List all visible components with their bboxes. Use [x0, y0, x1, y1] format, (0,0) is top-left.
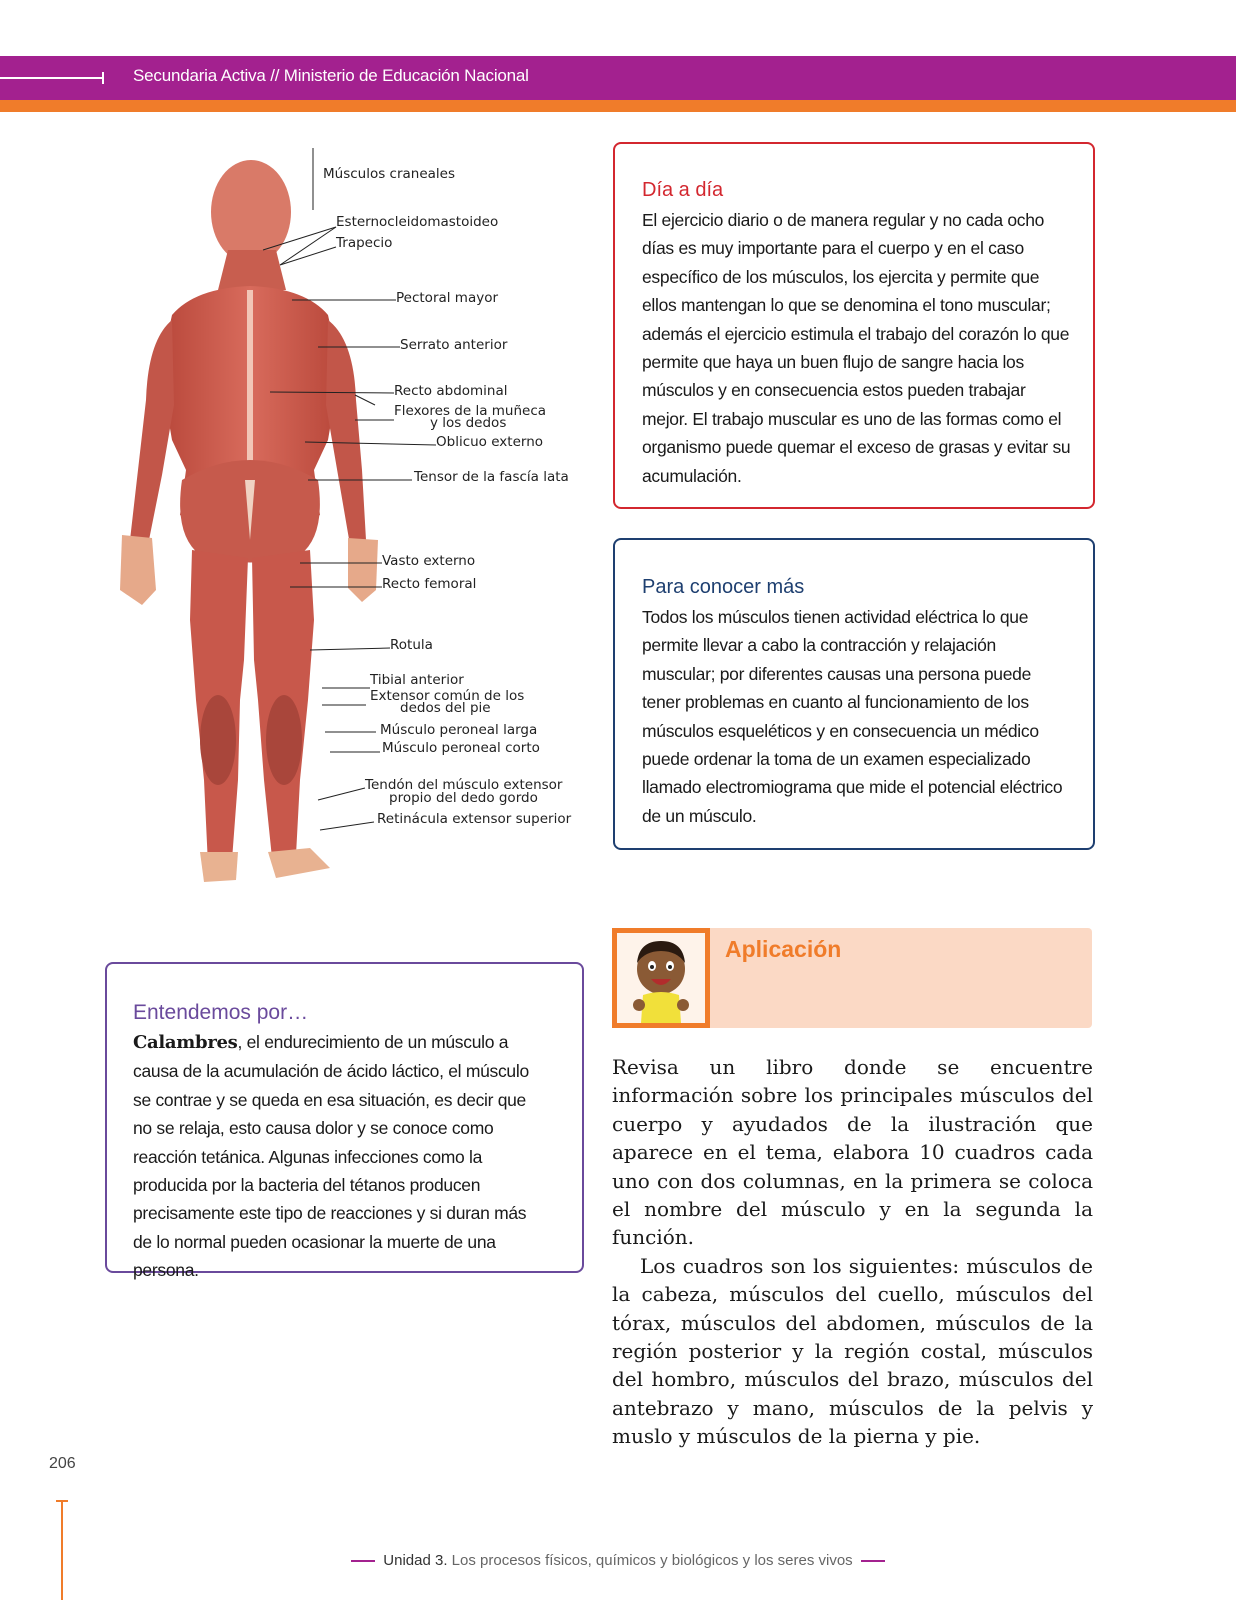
- label-vasto-externo: Vasto externo: [382, 553, 476, 569]
- conocer-mas-title: Para conocer más: [642, 576, 805, 598]
- header-accent-stripe: [0, 100, 1236, 112]
- footer-unit: Unidad 3.: [383, 1552, 448, 1569]
- label-peroneal-corto: Músculo peroneal corto: [382, 740, 540, 756]
- aplicacion-paragraph-1: Revisa un libro donde se encuentre información sobre los principales músculos del cuerpo y ayudados de la ilustración que aparece en el tema, elabora 10 cuadros cada uno con dos columnas, en la primera se coloca el nombre del músculo y en la segunda la función.: [612, 1055, 1093, 1250]
- entendemos-definition: , el endurecimiento de un músculo a causa de la acumulación de ácido láctico, el músculo se contrae y se queda en esa situación, es decir que no se relaja, esto causa dolor y se conoce como reacción tetánica. Algunas infecciones como la producida por la bacteria del tétanos producen precisamente este tipo de reacciones y si duran más de lo normal pueden ocasionar la muerte de una persona.: [133, 1032, 529, 1281]
- dia-a-dia-text: El ejercicio diario o de manera regular y no cada ocho días es muy importante para el cuerpo y en el caso específico de los músculos, los ejercita y permite que ellos mantengan lo que se denomina el tono muscular; además el ejercicio estimula el trabajo del corazón lo que permite que haya un buen flujo de sangre hacia los músculos y en consecuencia estos pueden trabajar mejor. El trabajo muscular es uno de las formas como el organismo puede quemar el exceso de grasas y evitar su acumulación.: [642, 210, 1071, 486]
- label-flexores-line1: Flexores de la muñeca: [394, 403, 547, 419]
- page-number: 206: [49, 1455, 76, 1472]
- label-oblicuo-externo: Oblicuo externo: [436, 434, 544, 450]
- aplicacion-title: Aplicación: [725, 936, 842, 962]
- dia-a-dia-title: Día a día: [642, 179, 724, 201]
- label-esternocleidomastoideo: Esternocleidomastoideo: [336, 214, 499, 230]
- label-pectoral-mayor: Pectoral mayor: [396, 290, 499, 306]
- label-extensor-comun-line2: dedos del pie: [400, 700, 491, 716]
- label-musculos-craneales: Músculos craneales: [323, 166, 456, 182]
- header-title: Secundaria Activa // Ministerio de Educación Nacional: [133, 66, 529, 85]
- conocer-mas-box: [613, 538, 1095, 850]
- entendemos-title: Entendemos por…: [133, 1001, 309, 1024]
- left-rule: [61, 1500, 63, 1600]
- label-rotula: Rotula: [390, 637, 433, 653]
- label-tensor-fascia-lata: Tensor de la fascía lata: [414, 469, 569, 485]
- header-rule: [0, 77, 103, 79]
- footer-bar-left: [351, 1560, 375, 1562]
- header-rule-tick: [102, 72, 104, 84]
- label-retinacula-extensor: Retinácula extensor superior: [377, 811, 572, 827]
- label-recto-femoral: Recto femoral: [382, 576, 477, 592]
- dia-a-dia-box: [613, 142, 1095, 509]
- label-tibial-anterior: Tibial anterior: [370, 672, 464, 688]
- label-tendon-extensor-line2: propio del dedo gordo: [389, 790, 538, 806]
- label-serrato-anterior: Serrato anterior: [400, 337, 508, 353]
- aplicacion-paragraph-2: Los cuadros son los siguientes: músculos de la cabeza, músculos del cuello, músculos del tórax, músculos del abdomen, músculos de la región posterior y la región costal, músculos del hombro, músculos del brazo, músculos del antebrazo y mano, músculos de la pelvis y muslo y músculos de la pierna y pie.: [612, 1253, 1093, 1449]
- entendemos-box: [105, 962, 584, 1281]
- muscle-figure: [100, 140, 580, 900]
- label-trapecio: Trapecio: [336, 235, 393, 251]
- entendemos-term: Calambres: [133, 1032, 238, 1053]
- conocer-mas-text: Todos los músculos tienen actividad eléctrica lo que permite llevar a cabo la contracción y relajación muscular; por diferentes causas una persona puede tener problemas en cuanto al funcionamiento de los músculos esqueléticos y en consecuencia un médico puede ordenar la toma de un examen especializado llamado electromiograma que mide el potencial eléctrico de un músculo.: [642, 607, 1063, 826]
- label-recto-abdominal: Recto abdominal: [394, 383, 508, 399]
- footer-title: Los procesos físicos, químicos y biológicos y los seres vivos: [447, 1552, 853, 1569]
- label-extensor-comun-line1: Extensor común de los: [370, 688, 525, 704]
- footer: [0, 1552, 1236, 1569]
- footer-bar-right: [861, 1560, 885, 1562]
- aplicacion-avatar: [612, 928, 710, 1028]
- label-peroneal-larga: Músculo peroneal larga: [380, 722, 538, 738]
- label-flexores-line2: y los dedos: [430, 415, 507, 431]
- label-tendon-extensor-line1: Tendón del músculo extensor: [365, 777, 563, 793]
- child-mascot-icon: [617, 933, 705, 1023]
- aplicacion-text: [612, 1053, 1093, 1451]
- entendemos-text: [133, 1028, 548, 1285]
